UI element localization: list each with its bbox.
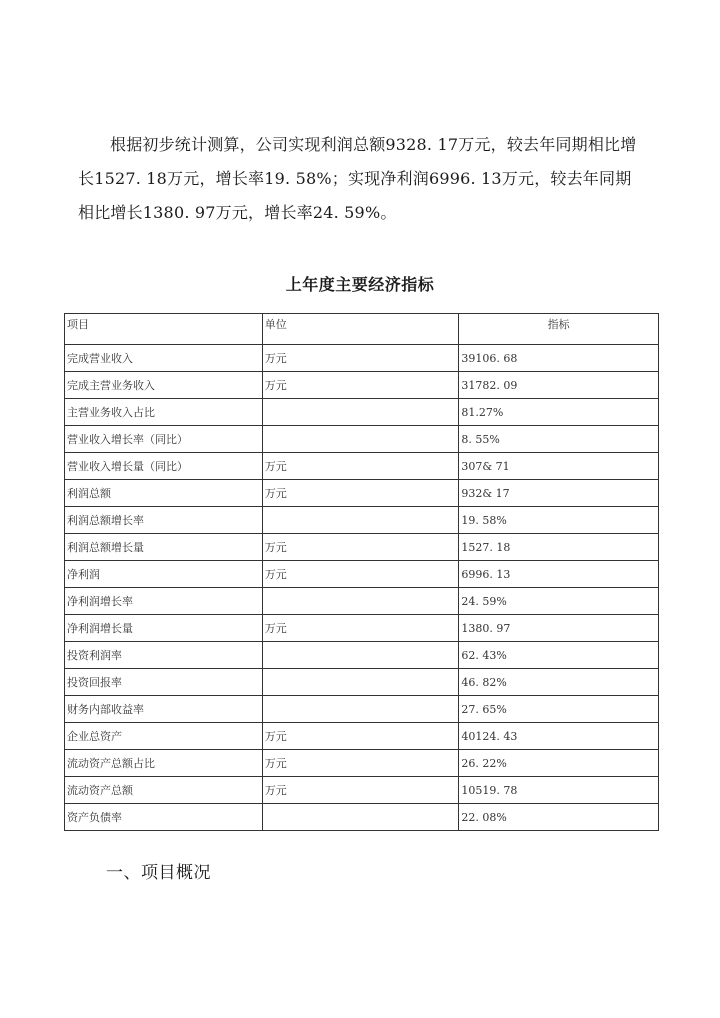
table-row xyxy=(65,750,659,777)
row-unit: 万元 xyxy=(262,372,459,399)
table-row xyxy=(65,642,659,669)
row-value: 10519. 78 xyxy=(459,777,659,804)
table-row xyxy=(65,615,659,642)
table-header-row xyxy=(65,314,659,345)
table-row xyxy=(65,561,659,588)
table-title: 上年度主要经济指标 xyxy=(285,275,435,294)
table-row xyxy=(65,453,659,480)
row-item: 企业总资产 xyxy=(65,723,263,750)
row-unit xyxy=(262,399,459,426)
row-item: 利润总额 xyxy=(65,480,263,507)
table-row xyxy=(65,372,659,399)
row-unit: 万元 xyxy=(262,345,459,372)
intro-section xyxy=(78,128,638,230)
row-item: 投资利润率 xyxy=(65,642,263,669)
row-value: 19. 58% xyxy=(459,507,659,534)
row-value: 26. 22% xyxy=(459,750,659,777)
row-unit: 万元 xyxy=(262,750,459,777)
row-value: 307& 71 xyxy=(459,453,659,480)
row-unit: 万元 xyxy=(262,480,459,507)
row-unit: 万元 xyxy=(262,615,459,642)
row-unit xyxy=(262,804,459,831)
table-row xyxy=(65,534,659,561)
table-row xyxy=(65,696,659,723)
table-row xyxy=(65,480,659,507)
row-item: 利润总额增长量 xyxy=(65,534,263,561)
row-value: 24. 59% xyxy=(459,588,659,615)
row-value: 1380. 97 xyxy=(459,615,659,642)
table-row xyxy=(65,426,659,453)
row-item: 利润总额增长率 xyxy=(65,507,263,534)
row-item: 完成主营业务收入 xyxy=(65,372,263,399)
row-item: 净利润增长率 xyxy=(65,588,263,615)
row-unit: 万元 xyxy=(262,777,459,804)
row-value: 39106. 68 xyxy=(459,345,659,372)
row-value: 22. 08% xyxy=(459,804,659,831)
row-unit: 万元 xyxy=(262,561,459,588)
row-unit: 万元 xyxy=(262,723,459,750)
table-row xyxy=(65,399,659,426)
row-unit: 万元 xyxy=(262,453,459,480)
table-row xyxy=(65,804,659,831)
row-item: 投资回报率 xyxy=(65,669,263,696)
row-value: 27. 65% xyxy=(459,696,659,723)
row-unit xyxy=(262,696,459,723)
economic-indicators-table xyxy=(64,313,659,831)
section-heading: 一、项目概况 xyxy=(106,863,211,883)
row-unit xyxy=(262,507,459,534)
row-item: 净利润增长量 xyxy=(65,615,263,642)
table-row xyxy=(65,777,659,804)
row-unit xyxy=(262,426,459,453)
row-value: 62. 43% xyxy=(459,642,659,669)
row-item: 营业收入增长率（同比） xyxy=(65,426,263,453)
row-unit xyxy=(262,642,459,669)
row-item: 完成营业收入 xyxy=(65,345,263,372)
row-item: 财务内部收益率 xyxy=(65,696,263,723)
header-item: 项目 xyxy=(65,314,263,345)
table-row xyxy=(65,345,659,372)
row-unit xyxy=(262,588,459,615)
table-row xyxy=(65,723,659,750)
row-item: 流动资产总额 xyxy=(65,777,263,804)
row-unit: 万元 xyxy=(262,534,459,561)
table-row xyxy=(65,507,659,534)
row-item: 流动资产总额占比 xyxy=(65,750,263,777)
row-value: 40124. 43 xyxy=(459,723,659,750)
row-value: 932& 17 xyxy=(459,480,659,507)
table-row xyxy=(65,588,659,615)
table-row xyxy=(65,669,659,696)
header-unit: 单位 xyxy=(262,314,459,345)
row-value: 1527. 18 xyxy=(459,534,659,561)
row-item: 营业收入增长量（同比） xyxy=(65,453,263,480)
row-unit xyxy=(262,669,459,696)
row-item: 主营业务收入占比 xyxy=(65,399,263,426)
row-item: 净利润 xyxy=(65,561,263,588)
header-value: 指标 xyxy=(459,314,659,345)
intro-paragraph: 根据初步统计测算，公司实现利润总额9328. 17万元，较去年同期相比增长1527. 18万元，增长率19. 58%；实现净利润6996. 13万元，较去年同期相比增长1380. 97万元，增长率24. 59%。 xyxy=(78,135,637,222)
row-value: 8. 55% xyxy=(459,426,659,453)
row-item: 资产负债率 xyxy=(65,804,263,831)
row-value: 46. 82% xyxy=(459,669,659,696)
row-value: 31782. 09 xyxy=(459,372,659,399)
row-value: 81.27% xyxy=(459,399,659,426)
row-value: 6996. 13 xyxy=(459,561,659,588)
